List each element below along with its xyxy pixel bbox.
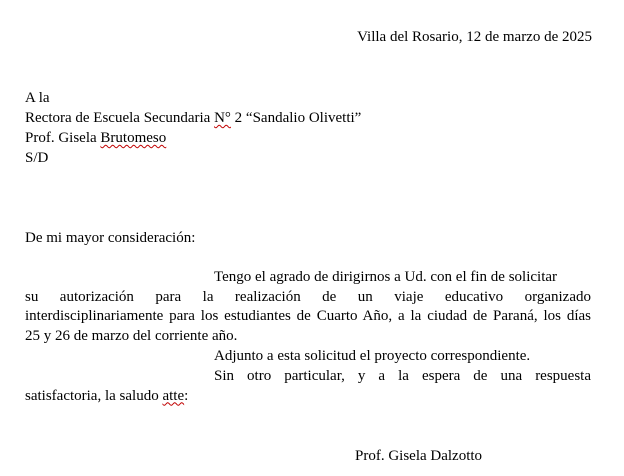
paragraph-3 bbox=[25, 367, 591, 406]
paragraph-3-line-2-suffix: : bbox=[184, 387, 189, 404]
paragraph-1 bbox=[25, 268, 591, 346]
recipient-surname: Brutomeso bbox=[100, 130, 167, 146]
recipient-line-4: S/D bbox=[25, 150, 49, 166]
paragraph-1-line-2: su autorización para la realización de un viaje educativo organizado bbox=[25, 288, 591, 305]
paragraph-3-line-1: Sin otro particular, y a la espera de una respuesta bbox=[214, 368, 591, 384]
paragraph-1-line-4: 25 y 26 de marzo del corriente año. bbox=[25, 327, 238, 344]
paragraph-2 bbox=[25, 347, 591, 367]
recipient-line-3-prefix: Prof. Gisela bbox=[25, 130, 101, 146]
recipient-line-2-suffix: 2 “Sandalio Olivetti” bbox=[230, 110, 362, 126]
paragraph-3-line-2 bbox=[25, 387, 591, 407]
paragraph-1-line-1: Tengo el agrado de dirigirnos a Ud. con el fin de solicitar bbox=[214, 269, 558, 285]
recipient-line-2-prefix: Rectora de Escuela Secundaria bbox=[25, 110, 215, 126]
paragraph-1-line-3: interdisciplinariamente para los estudiantes de Cuarto Año, a la ciudad de Paraná, los días bbox=[25, 308, 591, 324]
recipient-line-1: A la bbox=[25, 90, 50, 106]
date-line: Villa del Rosario, 12 de marzo de 2025 bbox=[357, 29, 592, 45]
recipient-line-3 bbox=[25, 129, 166, 148]
greeting: De mi mayor consideración: bbox=[25, 230, 196, 246]
recipient-line-2 bbox=[25, 109, 361, 128]
recipient-line-2-number-mark: N° bbox=[214, 110, 231, 126]
signature: Prof. Gisela Dalzotto bbox=[355, 448, 483, 464]
paragraph-2-line-1: Adjunto a esta solicitud el proyecto correspondiente. bbox=[214, 348, 531, 364]
paragraph-3-line-2-prefix: satisfactoria, la saludo bbox=[25, 387, 163, 404]
paragraph-3-abbrev: atte bbox=[162, 387, 185, 404]
